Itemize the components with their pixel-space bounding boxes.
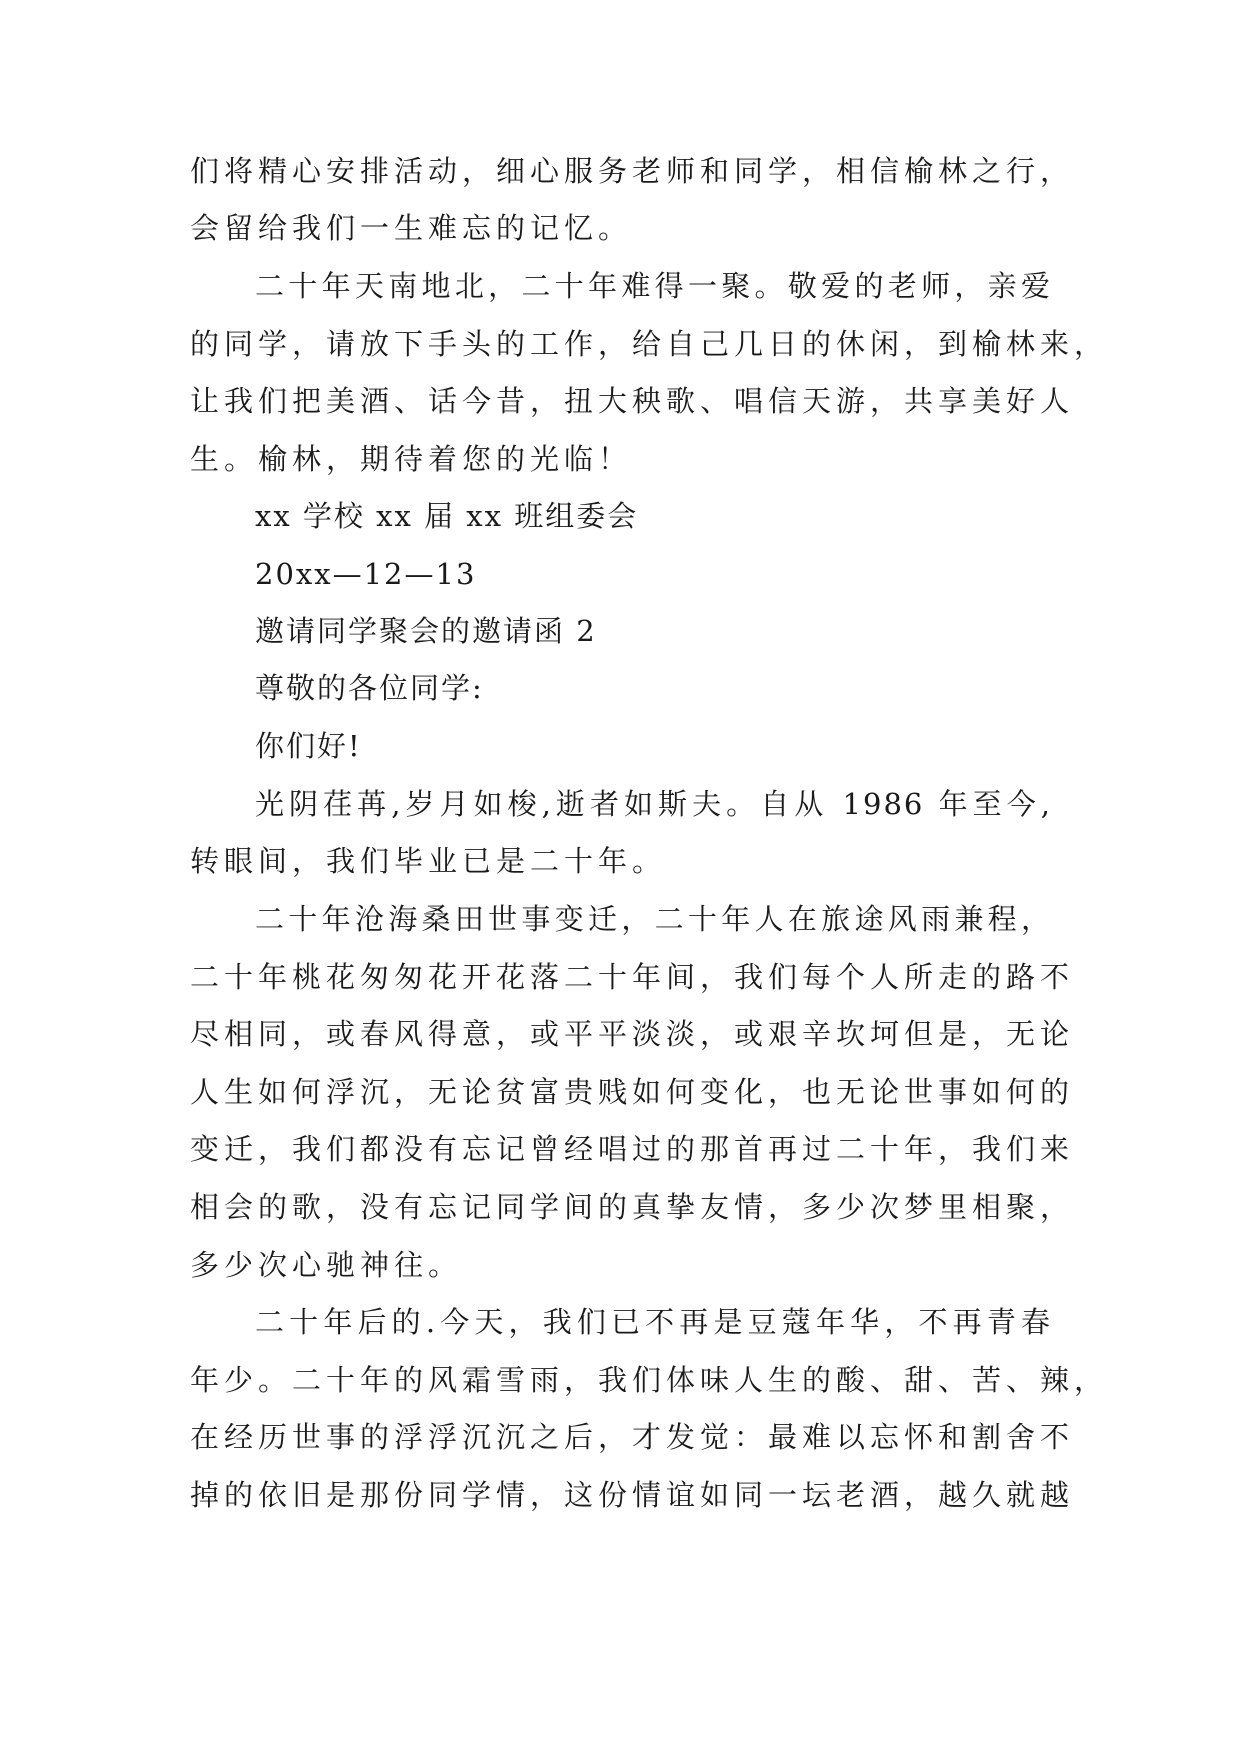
text-line: 让我们把美酒、话今昔，扭大秧歌、唱信天游，共享美好人 [190,384,1075,418]
text-line: 生。榆林，期待着您的光临！ [190,442,633,476]
text-line: 二十年桃花匆匆花开花落二十年间，我们每个人所走的路不 [190,960,1075,994]
text-line: 尽相同，或春风得意，或平平淡淡，或艰辛坎坷但是，无论 [190,1017,1075,1051]
greeting: 你们好! [255,729,362,763]
signature-date: 20xx—12—13 [255,557,477,591]
text-line: 变迁，我们都没有忘记曾经唱过的那首再过二十年，我们来 [190,1132,1075,1166]
text-line: 会留给我们一生难忘的记忆。 [190,211,633,245]
text-line: 二十年沧海桑田世事变迁，二十年人在旅途风雨兼程， [255,902,1052,936]
text-line: 在经历世事的浮浮沉沉之后，才发觉：最难以忘怀和割舍不 [190,1420,1075,1454]
signature-committee: xx 学校 xx 届 xx 班组委会 [255,499,639,533]
text-line: 掉的依旧是那份同学情，这份情谊如同一坛老酒，越久就越 [190,1478,1075,1512]
text-line: 们将精心安排活动，细心服务老师和同学，相信榆林之行， [190,154,1075,188]
text-line: 转眼间，我们毕业已是二十年。 [190,844,667,878]
text-line: 年少。二十年的风霜雪雨，我们体味人生的酸、甜、苦、辣， [190,1363,1109,1397]
text-line: 光阴荏苒,岁月如梭,逝者如斯夫。自从 1986 年至今, [255,787,1052,821]
text-line: 二十年后的.今天，我们已不再是豆蔻年华，不再青春 [255,1305,1052,1339]
text-line: 相会的歌，没有忘记同学间的真挚友情，多少次梦里相聚， [190,1190,1075,1224]
section-heading: 邀请同学聚会的邀请函 2 [255,614,597,648]
text-line: 人生如何浮沉，无论贫富贵贱如何变化，也无论世事如何的 [190,1075,1075,1109]
text-line: 多少次心驰神往。 [190,1248,463,1282]
salutation: 尊敬的各位同学: [255,671,484,705]
text-line: 二十年天南地北，二十年难得一聚。敬爱的老师，亲爱 [255,269,1052,303]
text-line: 的同学，请放下手头的工作，给自己几日的休闲，到榆林来， [190,327,1109,361]
